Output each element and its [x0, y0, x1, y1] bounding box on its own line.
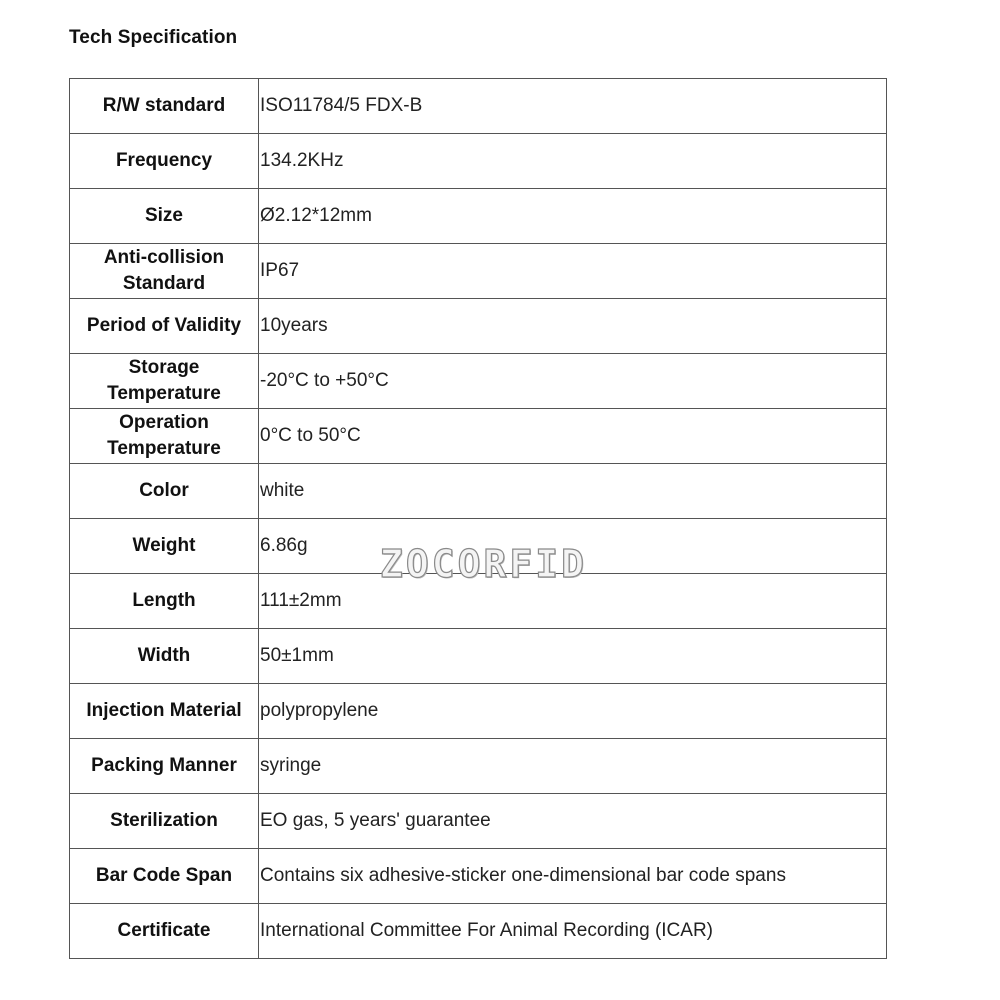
table-row — [70, 189, 887, 244]
spec-table — [69, 78, 887, 959]
spec-label: Frequency — [70, 134, 259, 189]
table-row — [70, 629, 887, 684]
spec-label: Certificate — [70, 904, 259, 959]
spec-label: Period of Validity — [70, 299, 259, 354]
spec-label: Anti-collision Standard — [70, 244, 259, 299]
spec-value: -20°C to +50°C — [259, 354, 887, 409]
spec-label: Injection Material — [70, 684, 259, 739]
table-row — [70, 134, 887, 189]
table-row — [70, 79, 887, 134]
spec-label: Width — [70, 629, 259, 684]
spec-value: 134.2KHz — [259, 134, 887, 189]
spec-label: Weight — [70, 519, 259, 574]
table-row — [70, 849, 887, 904]
spec-value: 6.86g — [259, 519, 887, 574]
table-row — [70, 519, 887, 574]
table-row — [70, 794, 887, 849]
spec-label: Operation Temperature — [70, 409, 259, 464]
table-row — [70, 684, 887, 739]
table-row — [70, 574, 887, 629]
spec-value: ISO11784/5 FDX-B — [259, 79, 887, 134]
spec-label: Storage Temperature — [70, 354, 259, 409]
spec-value: International Committee For Animal Recording (ICAR) — [259, 904, 887, 959]
spec-label: Bar Code Span — [70, 849, 259, 904]
spec-value: syringe — [259, 739, 887, 794]
table-row — [70, 409, 887, 464]
spec-value: EO gas, 5 years' guarantee — [259, 794, 887, 849]
spec-value: 10years — [259, 299, 887, 354]
spec-value: IP67 — [259, 244, 887, 299]
spec-value: 0°C to 50°C — [259, 409, 887, 464]
watermark-logo: ZOCORFID — [380, 542, 588, 586]
spec-value: 111±2mm — [259, 574, 887, 629]
spec-value: white — [259, 464, 887, 519]
table-row — [70, 464, 887, 519]
spec-value: polypropylene — [259, 684, 887, 739]
spec-label: Length — [70, 574, 259, 629]
spec-label: Packing Manner — [70, 739, 259, 794]
spec-label: Size — [70, 189, 259, 244]
spec-value: Contains six adhesive-sticker one-dimensional bar code spans — [259, 849, 887, 904]
table-row — [70, 739, 887, 794]
spec-value: Ø2.12*12mm — [259, 189, 887, 244]
spec-value: 50±1mm — [259, 629, 887, 684]
page-title: Tech Specification — [69, 27, 238, 48]
spec-label: R/W standard — [70, 79, 259, 134]
table-row — [70, 244, 887, 299]
table-row — [70, 354, 887, 409]
table-row — [70, 299, 887, 354]
spec-label: Sterilization — [70, 794, 259, 849]
table-row — [70, 904, 887, 959]
spec-label: Color — [70, 464, 259, 519]
